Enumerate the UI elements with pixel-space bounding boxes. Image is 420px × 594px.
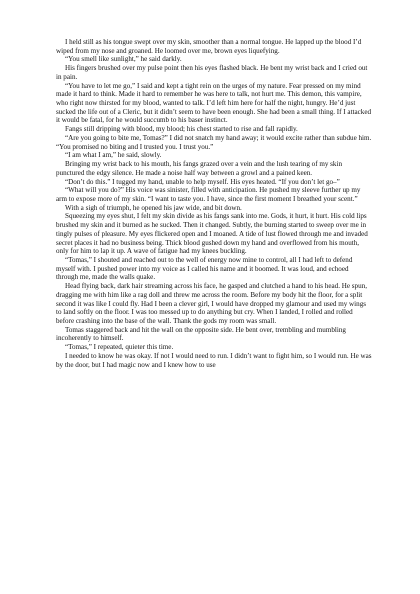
paragraph: “I am what I am,” he said, slowly.: [65, 151, 162, 160]
book-page: [56, 38, 372, 369]
paragraph: Squeezing my eyes shut, I felt my skin divide as his fangs sank into me. Gods, it hurt, it hurt. His cold lips brushed my skin and it burned as he sucked. Then it changed. Subtly, the burning started to sweep over me in tingly pulses of pleasure. My eyes flickered open and I moaned. A tide of lust flowed through me and invaded secret places it had no business being. Thick blood gushed down my hand and overflowed from his mouth, only for him to lap it up. A wave of fatigue had my knees buckling.: [56, 212, 368, 256]
paragraph: With a sigh of triumph, he opened his jaw wide, and bit down.: [65, 203, 242, 212]
paragraph: “Don’t do this.” I tugged my hand, unable to help myself. His eyes heated. “If you don’t let go–”: [65, 177, 340, 186]
paragraph: Head flying back, dark hair streaming across his face, he gasped and clutched a hand to his head. He spun, dragging me with him like a rag doll and threw me across the room. Before my body hit the floor, for a split second it was like I could fly. Had I been a clever girl, I would have dropped my glamour and used my wings to land softly on the floor. I was too messed up to do anything but cry. When I landed, I rolled and rolled before crashing into the base of the wall. Thank the gods my room was small.: [56, 282, 367, 325]
paragraph: “Tomas,” I repeated, quieter this time.: [65, 343, 174, 352]
paragraph: Fangs still dripping with blood, my blood; his chest started to rise and fall rapidly.: [65, 125, 298, 134]
paragraph: “You have to let me go,” I said and kept a tight rein on the urges of my nature. Fear pressed on my mind made it hard to think. Made it hard to remember he was here to talk, not hurt me. This demon, this vampire, who right now thirsted for my blood, wanted to talk. I’d left him here for half the night, hungry. He’d just sucked the life out of a Cleric, but it didn’t seem to have been enough. She had been a small thing. If I attacked it would be fatal, for he would succumb to his baser instinct.: [56, 81, 372, 125]
paragraph: Tomas staggered back and hit the wall on the opposite side. He bent over, trembling and mumbling incoherently to himself.: [56, 325, 346, 343]
paragraph: His fingers brushed over my pulse point then his eyes flashed black. He bent my wrist back and I cried out in pain.: [56, 64, 368, 81]
paragraph: “What will you do?” His voice was sinister, filled with anticipation. He pushed my sleeve further up my arm to expose more of my skin. “I want to taste you. I have, since the first moment I breathed your scent.”: [56, 186, 361, 203]
paragraph: I needed to know he was okay. If not I would need to run. I didn’t want to fight him, so I would run. He was by the door, but I had magic now and I knew how to use: [56, 351, 372, 369]
paragraph: Bringing my wrist back to his mouth, his fangs grazed over a vein and the lush tearing of my skin punctured the edgy silence. He made a noise half way between a growl and a pained keen.: [56, 160, 342, 177]
paragraph: “You smell like sunlight,” he said darkly.: [65, 55, 182, 64]
paragraph: “Tomas,” I shouted and reached out to the well of energy now mine to control, all I had left to defend myself with. I pushed power into my voice as I called his name and it boomed. It was loud, and echoed through me, made the walls quake.: [56, 255, 353, 282]
paragraph: I held still as his tongue swept over my skin, smoother than a normal tongue. He lapped up the blood I’d wiped from my nose and groaned. He loomed over me, brown eyes liquefying.: [56, 38, 362, 55]
paragraph: “Are you going to bite me, Tomas?” I did not snatch my hand away; it would excite rather than subdue him. “You promised no biting and I trusted you. I trust you.”: [56, 133, 372, 151]
